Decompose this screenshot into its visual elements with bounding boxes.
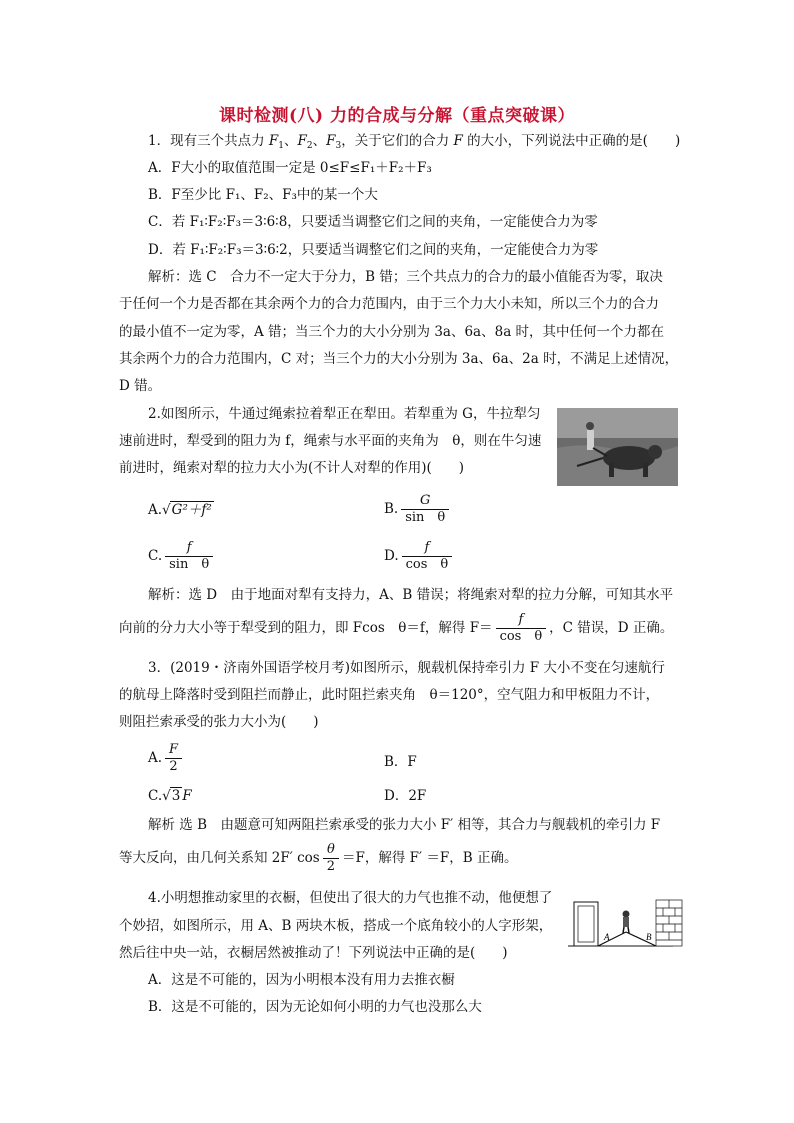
q1-answer-line: 的最小值不一定为零，A 错；当三个力的大小分别为 3a、6a、8a 时，其中任何一个力都在 bbox=[119, 324, 665, 340]
q2-option-d: D. $\frac{f}{\text{cos θ}}$ bbox=[384, 540, 455, 576]
q3-stem-line: 的航母上降落时受到阻拦而静止，此时阻拦索夹角 θ＝120°，空气阻力和甲板阻力不计， bbox=[119, 687, 660, 703]
q4-stem-line: 个妙招，如图所示，用 A、B 两块木板，搭成一个底角较小的人字形架， bbox=[119, 918, 553, 934]
q1-answer-line: 解析：选 C 合力不一定大于分力，B 错；三个共点力的合力的最小值能否为零，取决 bbox=[148, 269, 663, 285]
q3-option-c: C.√3 F bbox=[148, 788, 192, 804]
page-title: 课时检测(八) 力的合成与分解（重点突破课） bbox=[218, 106, 575, 126]
q2-option-c: C. $\frac{f}{\text{sin θ}}$ bbox=[148, 540, 216, 576]
board-b-label: B bbox=[646, 932, 652, 942]
q3-answer-line: 解析 选 B 由题意可知两阻拦索承受的张力大小 F′ 相等，其合力与舰载机的牵引力 F bbox=[148, 817, 661, 833]
q2-option-b: B. $\frac{G}{\text{sin θ}}$ bbox=[384, 493, 452, 529]
q1-option-c: C．若 F₁∶F₂∶F₃＝3∶6∶8，只要适当调整它们之间的夹角，一定能使合力为零 bbox=[148, 214, 598, 230]
q2-stem-line: 前进时，绳索对犁的拉力大小为(不计人对犁的作用)( ) bbox=[119, 460, 465, 476]
q1-answer-line: 于任何一个力是否都在其余两个力的合力范围内，由于三个力大小未知，所以三个力的合力 bbox=[119, 296, 659, 312]
q1-option-b: B．F至少比 F₁、F₂、F₃中的某一个大 bbox=[148, 187, 378, 203]
q3-stem-line: 则阻拦索承受的张力大小为( ) bbox=[119, 714, 319, 730]
q2-answer-line: 向前的分力大小等于犁受到的阻力，即 Fcos θ＝f，解得 F＝ $\frac{f}{\text{cos θ}}$ ，C 错误，D 正确。 bbox=[119, 612, 674, 644]
q1-option-d: D．若 F₁∶F₂∶F₃＝3∶6∶2，只要适当调整它们之间的夹角，一定能使合力为零 bbox=[148, 242, 599, 258]
q3-answer-line: 等大反向，由几何关系知 2F′ cos $\frac{\theta}{2}$ ＝F，解得 F′ ＝F，B 正确。 bbox=[119, 842, 518, 874]
q4-option-a: A．这是不可能的，因为小明根本没有用力去推衣橱 bbox=[148, 972, 455, 988]
q1-option-a: A．F大小的取值范围一定是 0≤F≤F₁＋F₂＋F₃ bbox=[148, 160, 432, 176]
q1-answer-line: 其余两个力的合力范围内，C 对；当三个力的大小分别为 3a、6a、2a 时，不满足上述情况， bbox=[119, 351, 679, 367]
q1-stem: 1．现有三个共点力 $F_1$、$F_2$、$F_3$，关于它们的合力 F 的大小，下列说法中正确的是( ) bbox=[148, 133, 681, 151]
q3-option-d: D．2F bbox=[384, 788, 427, 804]
q2-stem-line: 速前进时，犁受到的阻力为 f，绳索与水平面的夹角为 θ，则在牛匀速 bbox=[119, 433, 542, 449]
q3-option-a: A. $\frac{F}{2}$ bbox=[148, 742, 185, 778]
ox-ploughing-image bbox=[557, 408, 678, 486]
q2-stem-line: 2.如图所示，牛通过绳索拉着犁正在犁田。若犁重为 G，牛拉犁匀 bbox=[148, 406, 541, 422]
q4-stem-line: 4.小明想推动家里的衣橱，但使出了很大的力气也推不动，他便想了 bbox=[148, 890, 553, 906]
q1-answer-line: D 错。 bbox=[119, 378, 162, 394]
board-a-label: A bbox=[604, 932, 610, 942]
q3-option-b: B．F bbox=[384, 754, 417, 770]
wardrobe-figure bbox=[568, 896, 688, 956]
q4-stem-line: 然后往中央一站，衣橱居然被推动了！下列说法中正确的是( ) bbox=[119, 945, 508, 961]
wardrobe-diagram bbox=[568, 896, 688, 956]
q4-option-b: B．这是不可能的，因为无论如何小明的力气也没那么大 bbox=[148, 999, 482, 1015]
q3-stem-line: 3．(2019・济南外国语学校月考)如图所示，舰载机保持牵引力 F 大小不变在匀速航行 bbox=[148, 660, 665, 676]
ox-ploughing-photo bbox=[557, 408, 678, 486]
q2-answer-line: 解析：选 D 由于地面对犁有支持力，A、B 错误；将绳索对犁的拉力分解，可知其水平 bbox=[148, 587, 674, 603]
q2-option-a: A.√G²＋f² bbox=[148, 502, 212, 518]
